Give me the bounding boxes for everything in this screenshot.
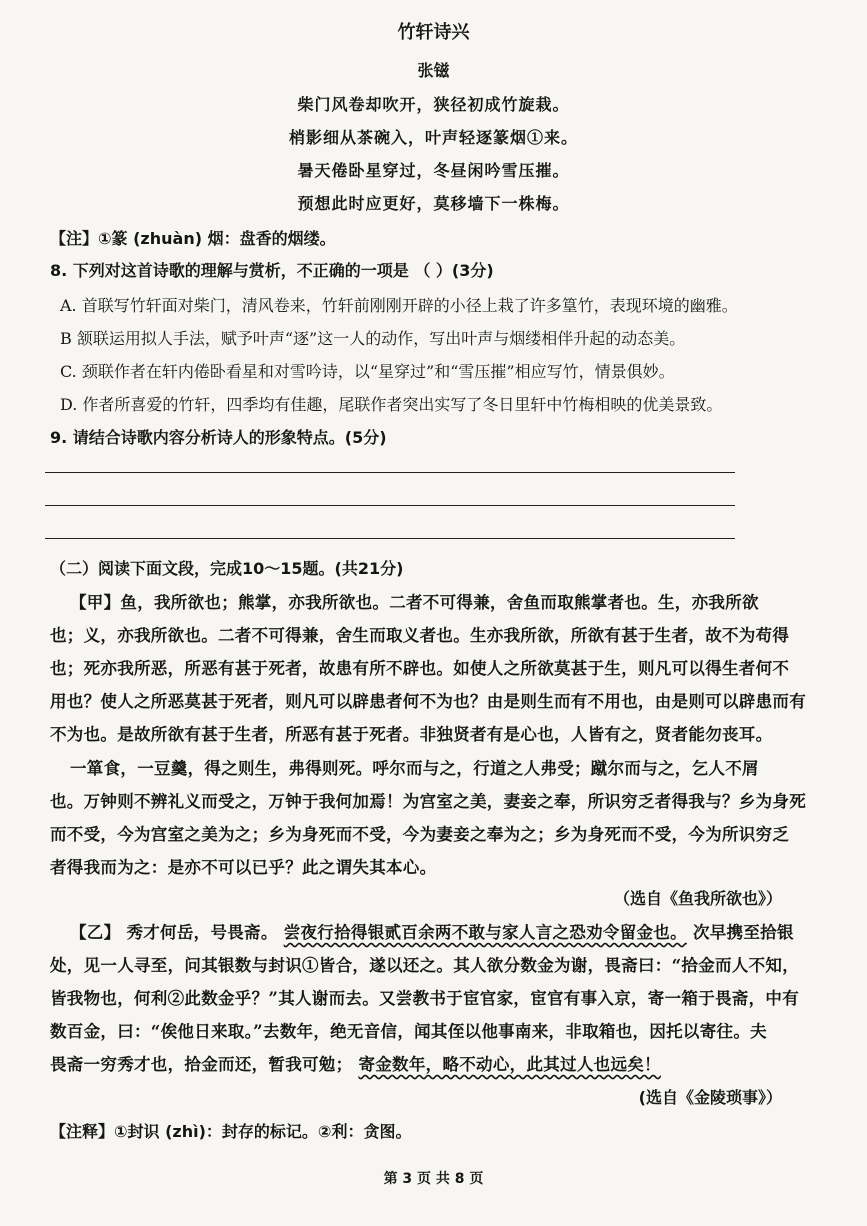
yi-paragraph-line <box>50 1051 810 1075</box>
yi-text: 秀才何岳，号畏斋。 <box>126 923 278 942</box>
poem-line: 柴门风卷却吹开，狭径初成竹旋栽。 <box>297 95 570 114</box>
poem-title: 竹轩诗兴 <box>397 22 470 43</box>
yi-notes: 【注释】①封识 (zhì)：封存的标记。②利：贪图。 <box>50 1122 412 1141</box>
jia-paragraph-line: 也；义，亦我所欲也。二者不可得兼，舍生而取义者也。生亦我所欲，所欲有甚于生者，故不为苟得 <box>50 626 790 645</box>
jia-paragraph-line: 一箪食，一豆羹，得之则生，弗得则死。呼尔而与之，行道之人弗受；蹴尔而与之，乞人不屑 <box>70 759 759 778</box>
yi-underlined-sentence: 尝夜行拾得银贰百余两不敢与家人言之恐劝令留金也。 <box>283 923 687 942</box>
poem-note: 【注】①篆 (zhuàn) 烟：盘香的烟缕。 <box>50 229 336 248</box>
question-8-option-c: C. 颈联作者在轩内倦卧看星和对雪吟诗，以“星穿过”和“雪压摧”相应写竹，情景俱妙。 <box>60 362 675 381</box>
question-9-stem: 9. 请结合诗歌内容分析诗人的形象特点。(5分) <box>50 428 387 447</box>
jia-paragraph-line: 不为也。是故所欲有甚于生者，所恶有甚于死者。非独贤者有是心也，人皆有之，贤者能勿丧耳。 <box>50 725 773 744</box>
question-8-option-a: A. 首联写竹轩面对柴门，清风卷来，竹轩前刚刚开辟的小径上栽了许多篁竹，表现环境的幽雅。 <box>60 296 738 315</box>
yi-paragraph-line: 数百金，曰：“俟他日来取。”去数年，绝无音信，闻其侄以他事南来，非取箱也，因托以寄往。夫 <box>50 1022 767 1041</box>
jia-source: （选自《鱼我所欲也》） <box>613 889 782 908</box>
question-8-option-b: B 颔联运用拟人手法，赋予叶声“逐”这一人的动作，写出叶声与烟缕相伴升起的动态美。 <box>60 329 686 348</box>
yi-label: 【乙】 <box>70 923 121 942</box>
yi-text: 畏斋一穷秀才也，拾金而还，暂我可勉； <box>50 1055 353 1074</box>
yi-source: (选自《金陵琐事》） <box>638 1088 782 1107</box>
poem-line: 预想此时应更好，莫移墙下一株梅。 <box>297 194 570 213</box>
poem-line: 暑天倦卧星穿过，冬昼闲吟雪压摧。 <box>297 161 570 180</box>
jia-paragraph-line: 者得我而为之：是亦不可以已乎？此之谓失其本心。 <box>50 858 437 877</box>
yi-text: 次早携至拾银 <box>692 923 794 942</box>
section-2-heading: （二）阅读下面文段，完成10～15题。(共21分) <box>50 559 404 578</box>
question-8-stem: 8. 下列对这首诗歌的理解与赏析，不正确的一项是 （ ）(3分) <box>50 261 494 280</box>
answer-line[interactable] <box>45 505 735 506</box>
poem-author: 张镃 <box>417 61 450 80</box>
jia-paragraph-line: 【甲】鱼，我所欲也；熊掌，亦我所欲也。二者不可得兼，舍鱼而取熊掌者也。生，亦我所欲 <box>70 593 759 612</box>
jia-paragraph-line: 也。万钟则不辨礼义而受之，万钟于我何加焉！为宫室之美，妻妾之奉，所识穷乏者得我与？乡为身死 <box>50 792 806 811</box>
poem-line: 梢影细从茶碗入，叶声轻逐篆烟①来。 <box>288 128 578 147</box>
jia-paragraph-line: 用也？使人之所恶莫甚于死者，则凡可以辟患者何不为也？由是则生而有不用也，由是则可以辟患而有 <box>50 692 806 711</box>
yi-paragraph-line: 处，见一人寻至，问其银数与封识①皆合，遂以还之。其人欲分数金为谢，畏斋曰：“拾金而人不知， <box>50 956 799 975</box>
yi-paragraph-line: 皆我物也，何利②此数金乎？”其人谢而去。又尝教书于宦官家，宦官有事入京，寄一箱于畏斋，中有 <box>50 989 799 1008</box>
answer-line[interactable] <box>45 472 735 473</box>
yi-paragraph-line <box>70 919 830 943</box>
page-number: 第 3 页 共 8 页 <box>383 1171 484 1187</box>
yi-underlined-sentence: 寄金数年，略不动心，此其过人也远矣！ <box>358 1055 661 1074</box>
question-8-option-d: D. 作者所喜爱的竹轩，四季均有佳趣，尾联作者突出实写了冬日里轩中竹梅相映的优美景致。 <box>60 395 723 414</box>
answer-line[interactable] <box>45 538 735 539</box>
jia-paragraph-line: 也；死亦我所恶，所恶有甚于死者，故患有所不辟也。如使人之所欲莫甚于生，则凡可以得生者何不 <box>50 659 790 678</box>
jia-paragraph-line: 而不受，今为宫室之美为之；乡为身死而不受，今为妻妾之奉为之；乡为身死而不受，今为所识穷乏 <box>50 825 790 844</box>
